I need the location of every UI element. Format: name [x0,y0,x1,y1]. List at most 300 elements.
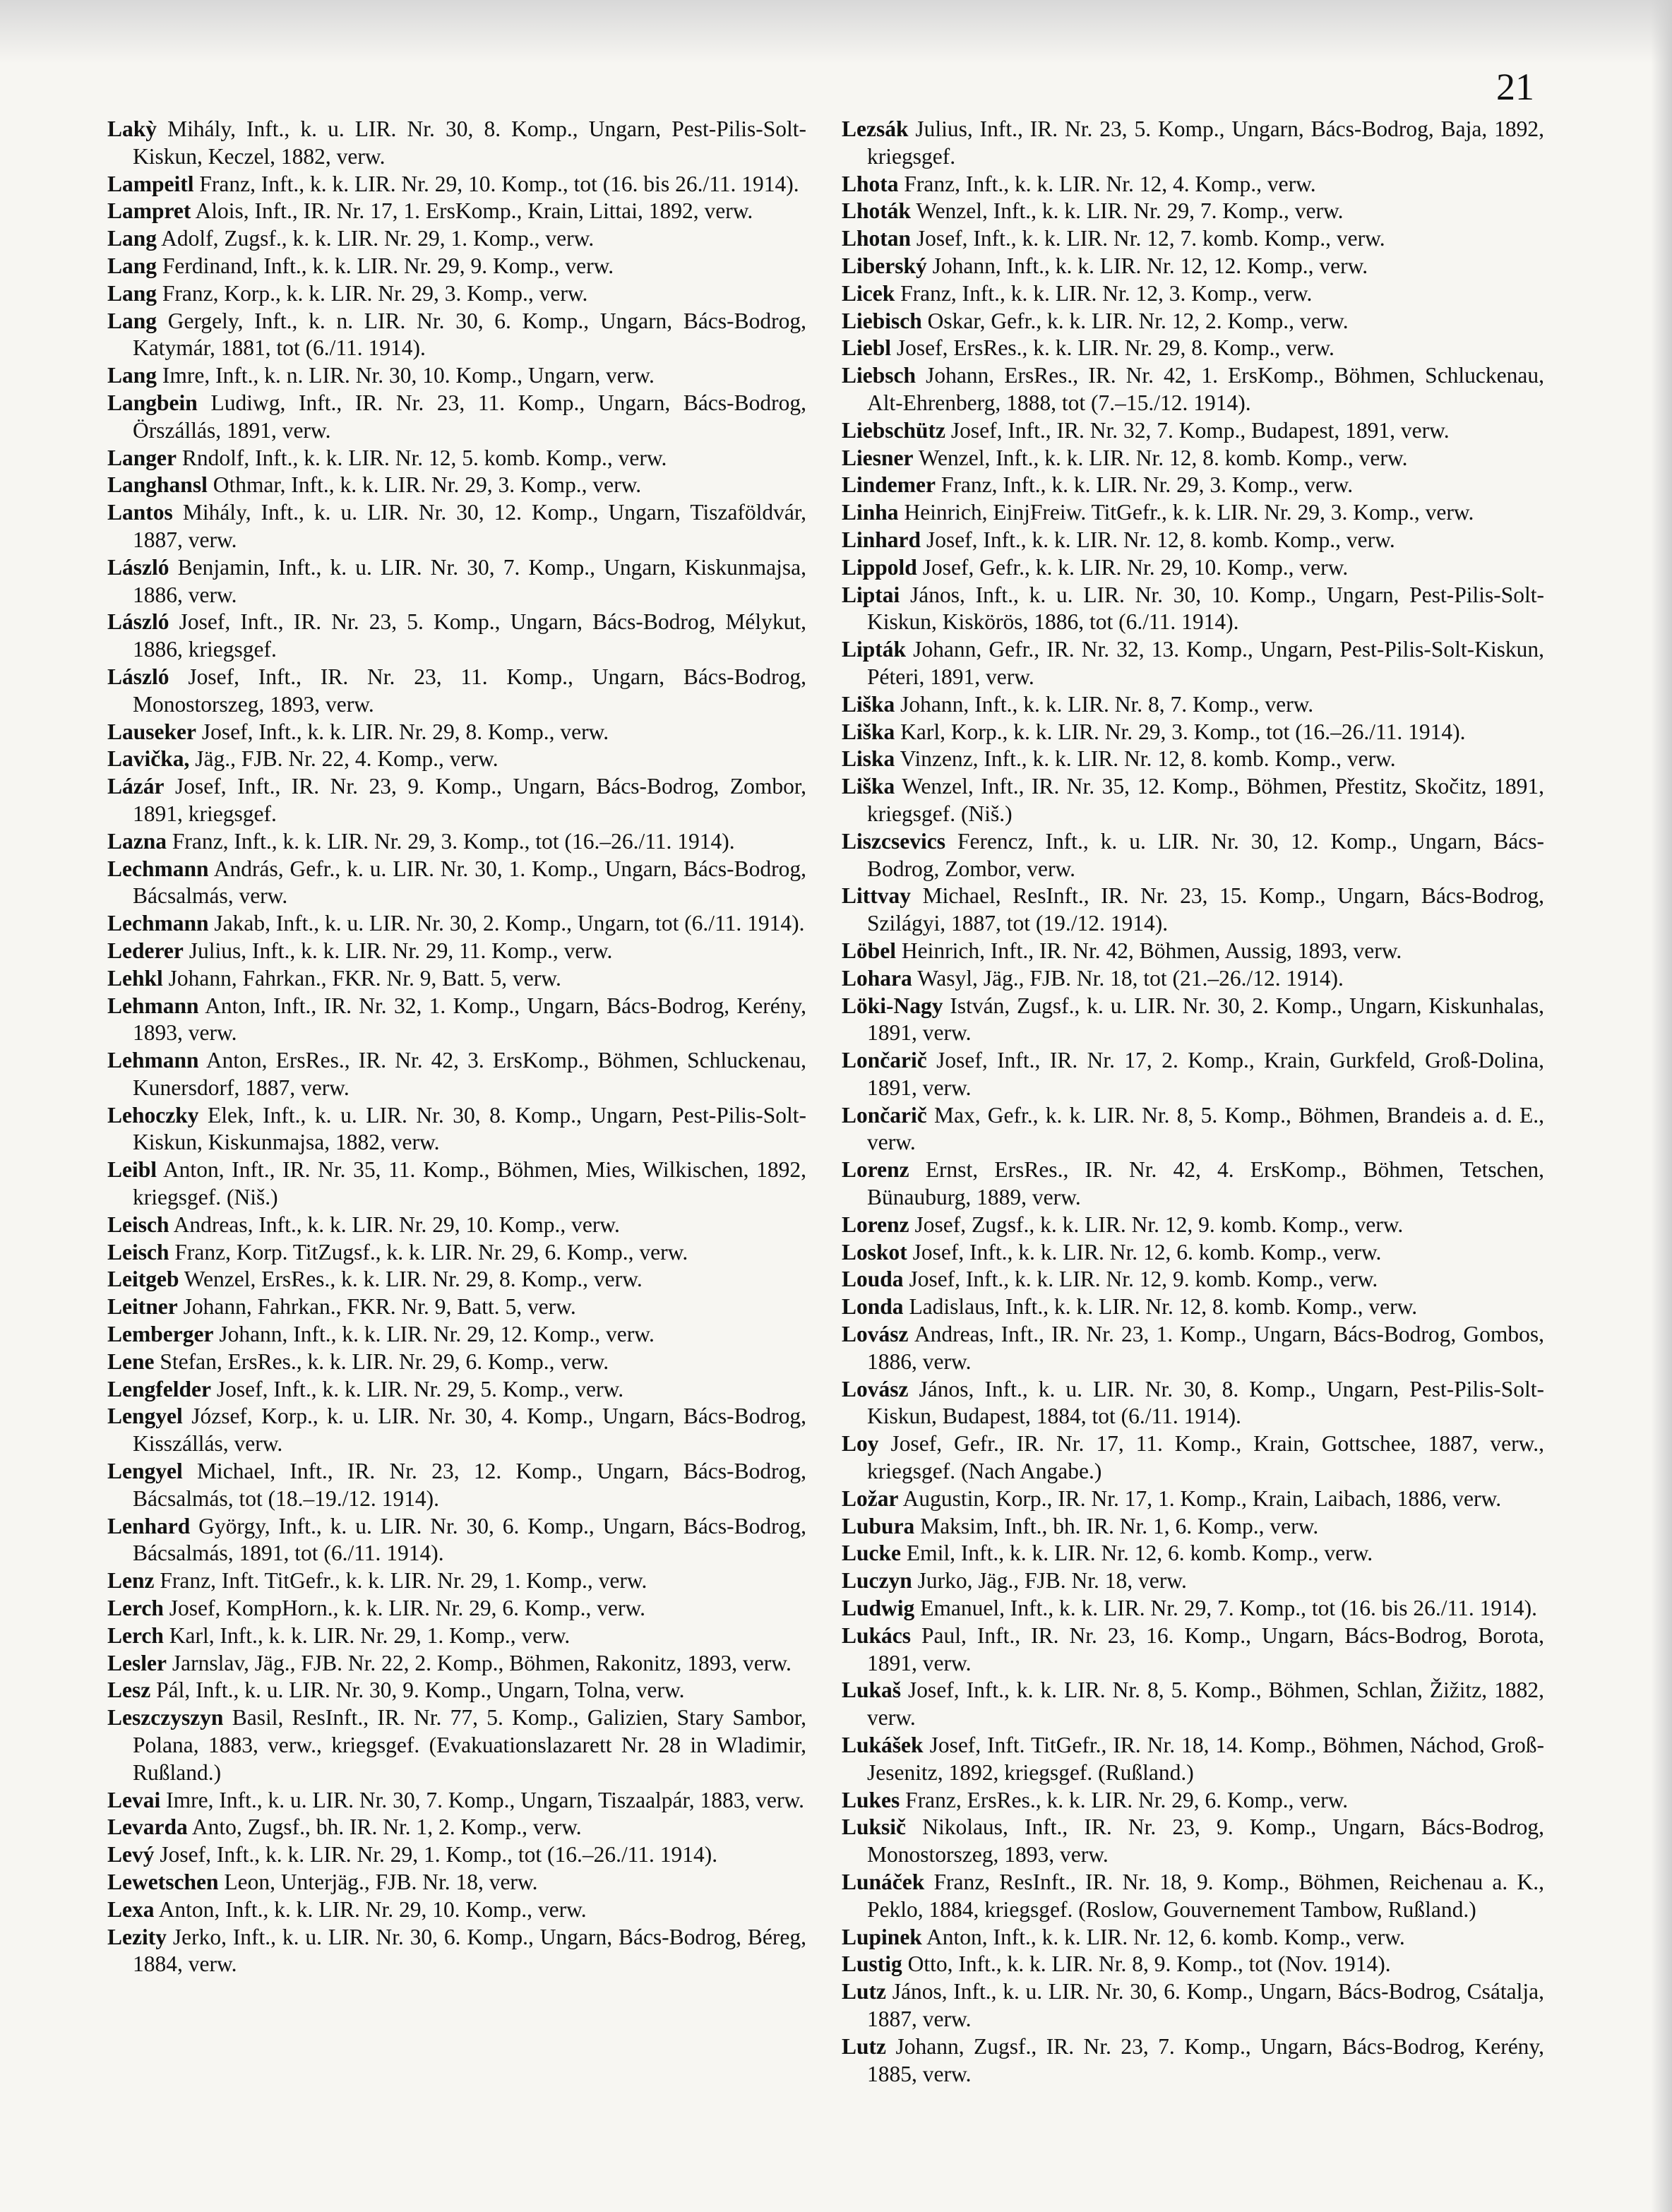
entry-details: Ferencz, Inft., k. u. LIR. Nr. 30, 12. Komp., Ungarn, Bács-Bodrog, Zombor, verw. [867,828,1545,881]
entry-surname: Linhard [842,527,921,552]
entry-details: János, Inft., k. u. LIR. Nr. 30, 6. Komp., Ungarn, Bács-Bodrog, Csátalja, 1887, verw. [867,1979,1544,2031]
entry-surname: László [107,664,169,689]
entry-details: Max, Gefr., k. k. LIR. Nr. 8, 5. Komp., Böhmen, Brandeis a. d. E., verw. [867,1102,1545,1155]
entry-details: Leon, Unterjäg., FJB. Nr. 18, verw. [224,1870,538,1894]
casualty-entry [842,308,1544,335]
entry-details: Anton, Inft., k. k. LIR. Nr. 29, 10. Komp., verw. [158,1896,587,1922]
entry-details: Benjamin, Inft., k. u. LIR. Nr. 30, 7. Komp., Ungarn, Kiskunmajsa, 1886, verw. [133,554,807,607]
casualty-entry [107,1321,806,1349]
entry-details: Wasyl, Jäg., FJB. Nr. 18, tot (21.–26./12. 1914). [917,965,1344,991]
entry-details: Franz, Inft., k. k. LIR. Nr. 29, 3. Komp., verw. [940,472,1354,498]
casualty-entry [842,828,1544,883]
left-column [107,116,806,1978]
entry-details: Josef, Inft., k. k. LIR. Nr. 12, 6. komb. Komp., verw. [912,1239,1382,1265]
entry-details: Anto, Zugsf., bh. IR. Nr. 1, 2. Komp., verw. [191,1815,582,1840]
entry-details: Josef, Inft., IR. Nr. 23, 5. Komp., Ungarn, Bács-Bodrog, Mélykut, 1886, kriegsgef. [133,609,807,662]
casualty-entry [107,1156,806,1212]
entry-surname: Liebisch [842,308,922,333]
casualty-entry [842,773,1544,828]
entry-details: Michael, Inft., IR. Nr. 23, 12. Komp., Ungarn, Bács-Bodrog, Bácsalmás, tot (18.–19./12. 1914). [133,1459,806,1511]
casualty-entry [107,472,806,499]
entry-surname: Liptai [842,582,900,607]
entry-surname: Lubura [842,1513,915,1538]
casualty-entry [842,1430,1544,1485]
entry-surname: Luksič [842,1815,907,1840]
entry-details: Basil, ResInft., IR. Nr. 77, 5. Komp., Galizien, Stary Sambor, Polana, 1883, verw., kriegsgef. (Evakuationslazarett Nr. 28 in Wladimir, Rußland.) [133,1705,807,1785]
casualty-entry [107,1266,806,1293]
entry-surname: Lewetschen [107,1870,219,1894]
entry-details: Nikolaus, Inft., IR. Nr. 23, 9. Komp., Ungarn, Bács-Bodrog, Monostorszeg, 1893, verw. [867,1815,1544,1867]
entry-surname: Lampeitl [107,171,194,196]
entry-details: Anton, Inft., IR. Nr. 35, 11. Komp., Böhmen, Mies, Wilkischen, 1892, kriegsgef. (Niš.) [133,1157,807,1210]
entry-surname: Levarda [107,1815,188,1840]
casualty-entry [842,280,1544,308]
casualty-entry [107,719,806,746]
casualty-entry [107,746,806,773]
entry-details: Jäg., FJB. Nr. 22, 4. Komp., verw. [195,746,498,772]
casualty-entry [842,445,1544,472]
entry-surname: Londa [842,1294,904,1320]
casualty-entry [107,773,806,828]
entry-surname: Lemberger [107,1322,214,1347]
entry-surname: Lazna [107,828,167,854]
entry-surname: Lukács [842,1622,912,1648]
entry-details: Johann, Inft., k. k. LIR. Nr. 29, 12. Komp., verw. [219,1322,655,1347]
casualty-entry [842,472,1544,499]
casualty-entry [107,1376,806,1404]
casualty-entry [107,1595,806,1622]
entry-details: Adolf, Zugsf., k. k. LIR. Nr. 29, 1. Komp., verw. [161,226,595,251]
casualty-entry [107,1513,806,1568]
casualty-entry [842,1047,1544,1102]
casualty-entry [842,1677,1544,1732]
casualty-entry [107,965,806,993]
entry-surname: Louda [842,1267,904,1292]
casualty-entry [107,664,806,719]
entry-surname: Licek [842,280,895,306]
casualty-entry [842,335,1544,362]
entry-details: Julius, Inft., k. k. LIR. Nr. 29, 11. Komp., verw. [189,938,613,963]
entry-details: István, Zugsf., k. u. LIR. Nr. 30, 2. Komp., Ungarn, Kiskunhalas, 1891, verw. [867,993,1545,1046]
entry-surname: Loy [842,1431,879,1457]
casualty-entry [842,554,1544,582]
entry-details: Josef, KompHorn., k. k. LIR. Nr. 29, 6. Komp., verw. [169,1596,646,1621]
entry-details: Mihály, Inft., k. u. LIR. Nr. 30, 12. Komp., Ungarn, Tiszaföldvár, 1887, verw. [133,500,807,552]
entry-details: Vinzenz, Inft., k. k. LIR. Nr. 12, 8. komb. Komp., verw. [900,746,1396,772]
scan-shadow-right [1651,0,1672,2212]
entry-surname: Lunáček [842,1870,925,1894]
entry-details: Josef, Gefr., k. k. LIR. Nr. 29, 10. Komp., verw. [922,554,1349,580]
casualty-entry [107,993,806,1048]
entry-details: Josef, Inft. TitGefr., IR. Nr. 18, 14. Komp., Böhmen, Náchod, Groß-Jesenitz, 1892, kriegsgef. (Rußland.) [867,1733,1544,1785]
entry-surname: Löki-Nagy [842,993,943,1018]
casualty-entry [842,1212,1544,1239]
entry-surname: Leisch [107,1212,169,1237]
entry-surname: Lindemer [842,472,936,498]
casualty-entry [842,362,1544,417]
entry-details: Ludiwg, Inft., IR. Nr. 23, 11. Komp., Ungarn, Bács-Bodrog, Örszállás, 1891, verw. [133,390,807,443]
entry-surname: Lhotan [842,226,912,251]
casualty-entry [842,636,1544,691]
entry-details: Josef, Inft., k. k. LIR. Nr. 29, 8. Komp., verw. [201,719,609,744]
entry-surname: Liška [842,691,895,717]
entry-surname: Lovász [842,1376,909,1401]
casualty-entry [107,390,806,445]
entry-surname: Lutz [842,2033,886,2059]
entry-details: Josef, Inft., k. k. LIR. Nr. 29, 1. Komp., tot (16.–26./11. 1914). [160,1842,718,1867]
entry-details: Johann, Inft., k. k. LIR. Nr. 8, 7. Komp., verw. [900,691,1314,717]
entry-details: Ladislaus, Inft., k. k. LIR. Nr. 12, 8. komb. Komp., verw. [909,1294,1418,1320]
entry-details: Pál, Inft., k. u. LIR. Nr. 30, 9. Komp., Ungarn, Tolna, verw. [156,1678,685,1703]
entry-details: Franz, Inft. TitGefr., k. k. LIR. Nr. 29, 1. Komp., verw. [160,1568,647,1594]
entry-details: Franz, Inft., k. k. LIR. Nr. 12, 4. Komp., verw. [904,171,1316,196]
casualty-entry [842,1951,1544,1978]
entry-surname: Lauseker [107,719,196,744]
entry-details: György, Inft., k. u. LIR. Nr. 30, 6. Komp., Ungarn, Bács-Bodrog, Bácsalmás, 1891, tot (6./11. 1914). [133,1513,806,1566]
entry-surname: Leszczyszyn [107,1705,224,1730]
casualty-entry [107,910,806,938]
casualty-entry [842,883,1544,938]
entry-surname: Liška [842,719,895,744]
entry-surname: Ludwig [842,1596,915,1621]
casualty-entry [842,1567,1544,1595]
entry-details: Othmar, Inft., k. k. LIR. Nr. 29, 3. Komp., verw. [213,472,642,498]
entry-details: János, Inft., k. u. LIR. Nr. 30, 10. Komp., Ungarn, Pest-Pilis-Solt-Kiskun, Kiskörös, 1886, tot (6./11. 1914). [867,582,1544,635]
entry-surname: Lukes [842,1787,900,1812]
entry-details: Imre, Inft., k. n. LIR. Nr. 30, 10. Komp., Ungarn, verw. [162,363,655,388]
entry-surname: Liszcsevics [842,828,945,854]
entry-details: Anton, ErsRes., IR. Nr. 42, 3. ErsKomp., Böhmen, Schluckenau, Kunersdorf, 1887, verw. [133,1048,807,1100]
entry-details: Stefan, ErsRes., k. k. LIR. Nr. 29, 6. Komp., verw. [160,1349,609,1374]
entry-surname: Lezity [107,1924,167,1949]
entry-details: Michael, ResInft., IR. Nr. 23, 15. Komp., Ungarn, Bács-Bodrog, Szilágyi, 1887, tot (19./12. 1914). [867,883,1544,936]
entry-surname: Levai [107,1787,161,1812]
entry-surname: Lukaš [842,1678,902,1703]
entry-surname: Lhoták [842,198,912,224]
entry-surname: Lampret [107,198,191,224]
entry-details: Franz, Korp., k. k. LIR. Nr. 29, 3. Komp., verw. [162,280,588,306]
entry-surname: Lavička, [107,746,190,772]
entry-surname: Lang [107,308,157,333]
entry-details: Mihály, Inft., k. u. LIR. Nr. 30, 8. Komp., Ungarn, Pest-Pilis-Solt-Kiskun, Keczel, 1882, verw. [133,116,806,169]
entry-details: Jurko, Jäg., FJB. Nr. 18, verw. [917,1568,1187,1594]
casualty-entry [842,225,1544,253]
entry-surname: Lucke [842,1541,902,1566]
casualty-entry [842,253,1544,280]
casualty-entry [107,828,806,856]
entry-details: Jakab, Inft., k. u. LIR. Nr. 30, 2. Komp., Ungarn, tot (6./11. 1914). [214,911,805,936]
entry-surname: Lovász [842,1322,909,1347]
entry-surname: Lengyel [107,1459,183,1484]
casualty-entry [107,1622,806,1650]
casualty-entry [107,1677,806,1704]
entry-surname: Lenz [107,1568,155,1594]
entry-surname: Lantos [107,500,173,525]
entry-surname: Lengfelder [107,1376,211,1401]
casualty-entry [107,1650,806,1678]
casualty-entry [842,198,1544,225]
entry-details: Anton, Inft., IR. Nr. 32, 1. Komp., Ungarn, Bács-Bodrog, Kerény, 1893, verw. [133,993,806,1046]
casualty-entry [842,1485,1544,1513]
entry-details: Karl, Inft., k. k. LIR. Nr. 29, 1. Komp., verw. [169,1622,571,1648]
casualty-entry [842,582,1544,637]
entry-surname: Luczyn [842,1568,912,1594]
casualty-entry [842,691,1544,719]
entry-surname: Lipták [842,637,907,662]
entry-details: Franz, Inft., k. k. LIR. Nr. 29, 3. Komp., tot (16.–26./11. 1914). [172,828,735,854]
entry-details: Paul, Inft., IR. Nr. 23, 16. Komp., Ungarn, Bács-Bodrog, Borota, 1891, verw. [867,1622,1545,1675]
casualty-entry [107,1869,806,1896]
casualty-entry [107,1841,806,1869]
entry-surname: Lehkl [107,965,163,991]
entry-details: Wenzel, Inft., k. k. LIR. Nr. 12, 8. komb. Komp., verw. [918,445,1408,470]
entry-surname: Leitgeb [107,1267,179,1292]
entry-surname: Lakỳ [107,116,157,141]
entry-details: Josef, Inft., k. k. LIR. Nr. 12, 8. komb. Komp., verw. [926,527,1395,552]
casualty-entry [107,554,806,609]
entry-surname: Liebschütz [842,417,946,443]
entry-surname: Lukášek [842,1733,924,1758]
entry-details: Josef, Inft., k. k. LIR. Nr. 29, 5. Komp., verw. [216,1376,624,1401]
entry-details: Alois, Inft., IR. Nr. 17, 1. ErsKomp., Krain, Littai, 1892, verw. [195,198,753,224]
casualty-entry [842,938,1544,965]
entry-details: Elek, Inft., k. u. LIR. Nr. 30, 8. Komp., Ungarn, Pest-Pilis-Solt-Kiskun, Kiskunmajsa, 1882, verw. [133,1102,807,1155]
entry-details: Oskar, Gefr., k. k. LIR. Nr. 12, 2. Komp., verw. [927,308,1349,333]
casualty-entry [107,1212,806,1239]
entry-surname: Lohara [842,965,912,991]
entry-surname: Lázár [107,774,165,799]
entry-details: Johann, Zugsf., IR. Nr. 23, 7. Komp., Ungarn, Bács-Bodrog, Kerény, 1885, verw. [867,2033,1545,2086]
casualty-entry [842,1622,1544,1678]
entry-surname: Liska [842,746,895,772]
casualty-entry [842,417,1544,445]
casualty-entry [107,1403,806,1458]
entry-details: Franz, Inft., k. k. LIR. Nr. 29, 10. Komp., tot (16. bis 26./11. 1914). [199,171,799,196]
casualty-entry [107,116,806,171]
entry-surname: Lupinek [842,1924,922,1949]
entry-surname: Liebl [842,335,892,361]
entry-surname: Lehmann [107,1048,199,1073]
casualty-entry [107,1349,806,1376]
casualty-entry [107,253,806,280]
entry-surname: Linha [842,500,899,525]
entry-surname: László [107,554,169,580]
casualty-entry [107,1787,806,1815]
casualty-entry [107,1924,806,1979]
entry-details: Ernst, ErsRes., IR. Nr. 42, 4. ErsKomp., Böhmen, Tetschen, Bünauburg, 1889, verw. [867,1157,1544,1210]
entry-details: Maksim, Inft., bh. IR. Nr. 1, 6. Komp., verw. [920,1513,1319,1538]
casualty-entry [842,1266,1544,1293]
entry-details: Andreas, Inft., IR. Nr. 23, 1. Komp., Ungarn, Bács-Bodrog, Gombos, 1886, verw. [867,1322,1545,1374]
entry-details: Gergely, Inft., k. n. LIR. Nr. 30, 6. Komp., Ungarn, Bács-Bodrog, Katymár, 1881, tot (6./11. 1914). [133,308,806,361]
entry-details: Franz, Inft., k. k. LIR. Nr. 12, 3. Komp., verw. [900,280,1313,306]
entry-surname: Loskot [842,1239,907,1265]
entry-surname: Lehmann [107,993,199,1018]
casualty-entry [107,1047,806,1102]
casualty-entry [842,1732,1544,1787]
entry-details: Johann, Gefr., IR. Nr. 32, 13. Komp., Ungarn, Pest-Pilis-Solt-Kiskun, Péteri, 1891, verw. [867,637,1544,689]
page-number: 21 [1496,66,1534,108]
entry-surname: Lorenz [842,1212,909,1237]
casualty-entry [842,527,1544,554]
entry-details: János, Inft., k. u. LIR. Nr. 30, 8. Komp., Ungarn, Pest-Pilis-Solt-Kiskun, Budapest, 1884, tot (6./11. 1914). [867,1376,1544,1429]
entry-details: Johann, Inft., k. k. LIR. Nr. 12, 12. Komp., verw. [932,253,1368,278]
entry-surname: Lehoczky [107,1102,199,1128]
entry-surname: Liberský [842,253,927,278]
entry-surname: Lhota [842,171,899,196]
casualty-entry [107,308,806,363]
entry-details: Wenzel, ErsRes., k. k. LIR. Nr. 29, 8. Komp., verw. [184,1267,643,1292]
entry-surname: Lončarič [842,1048,927,1073]
entry-details: Wenzel, Inft., k. k. LIR. Nr. 29, 7. Komp., verw. [916,198,1344,224]
entry-details: Augustin, Korp., IR. Nr. 17, 1. Komp., Krain, Laibach, 1886, verw. [902,1485,1502,1511]
entry-surname: Langbein [107,390,198,415]
casualty-entry [107,938,806,965]
casualty-entry [107,225,806,253]
entry-surname: Lutz [842,1979,886,2004]
entry-surname: László [107,609,169,635]
casualty-entry [842,1293,1544,1321]
entry-details: Johann, Fahrkan., FKR. Nr. 9, Batt. 5, verw. [168,965,561,991]
casualty-entry [107,362,806,390]
entry-surname: Leibl [107,1157,157,1183]
entry-surname: Lene [107,1349,155,1374]
right-column [842,116,1544,2088]
entry-surname: Löbel [842,938,897,963]
entry-surname: Liebsch [842,363,916,388]
entry-details: Josef, Inft., k. k. LIR. Nr. 8, 5. Komp., Böhmen, Schlan, Žižitz, 1882, verw. [867,1678,1545,1730]
casualty-entry [842,1924,1544,1951]
casualty-entry [842,746,1544,773]
casualty-entry [842,1787,1544,1815]
casualty-entry [107,198,806,225]
casualty-entry [842,1978,1544,2033]
entry-surname: Lechmann [107,911,209,936]
entry-surname: Langer [107,445,177,470]
entry-surname: Lederer [107,938,184,963]
entry-surname: Leitner [107,1294,178,1320]
entry-surname: Lechmann [107,856,209,881]
entry-surname: Lezsák [842,116,909,141]
casualty-entry [107,856,806,911]
entry-details: Josef, ErsRes., k. k. LIR. Nr. 29, 8. Komp., verw. [896,335,1334,361]
casualty-entry [842,1595,1544,1622]
scan-shadow-top [0,0,1672,64]
entry-details: Josef, Inft., IR. Nr. 32, 7. Komp., Budapest, 1891, verw. [950,417,1450,443]
entry-details: Karl, Korp., k. k. LIR. Nr. 29, 3. Komp., tot (16.–26./11. 1914). [900,719,1466,744]
entry-details: Imre, Inft., k. u. LIR. Nr. 30, 7. Komp., Ungarn, Tiszaalpár, 1883, verw. [166,1787,805,1812]
entry-details: Josef, Inft., IR. Nr. 17, 2. Komp., Krain, Gurkfeld, Groß-Dolina, 1891, verw. [867,1048,1544,1100]
entry-details: Julius, Inft., IR. Nr. 23, 5. Komp., Ungarn, Bács-Bodrog, Baja, 1892, kriegsgef. [867,116,1545,169]
entry-surname: Lenhard [107,1513,191,1538]
entry-details: Johann, ErsRes., IR. Nr. 42, 1. ErsKomp., Böhmen, Schluckenau, Alt-Ehrenberg, 1888, tot (7.–15./12. 1914). [867,363,1544,415]
entry-details: Jarnslav, Jäg., FJB. Nr. 22, 2. Komp., Böhmen, Rakonitz, 1893, verw. [172,1650,792,1675]
entry-details: Franz, ErsRes., k. k. LIR. Nr. 29, 6. Komp., verw. [905,1787,1349,1812]
entry-surname: Lexa [107,1896,155,1922]
entry-surname: Leisch [107,1239,169,1265]
entry-surname: Lustig [842,1951,902,1977]
casualty-entry [107,171,806,198]
entry-surname: Liesner [842,445,914,470]
casualty-entry [842,719,1544,746]
entry-surname: Lang [107,280,157,306]
casualty-entry [107,499,806,554]
casualty-entry [842,1156,1544,1212]
casualty-entry [107,609,806,664]
entry-surname: Lang [107,253,157,278]
casualty-entry [107,1458,806,1513]
casualty-entry [107,1567,806,1595]
casualty-entry [842,1513,1544,1541]
entry-details: Rndolf, Inft., k. k. LIR. Nr. 12, 5. komb. Komp., verw. [181,445,667,470]
casualty-entry [842,116,1544,171]
casualty-entry [842,1814,1544,1869]
casualty-entry [842,2033,1544,2088]
casualty-entry [107,1704,806,1786]
casualty-entry [842,993,1544,1048]
entry-surname: Langhansl [107,472,208,498]
entry-surname: Lorenz [842,1157,909,1183]
entry-details: Johann, Fahrkan., FKR. Nr. 9, Batt. 5, verw. [183,1294,576,1320]
casualty-entry [842,499,1544,527]
entry-details: Josef, Zugsf., k. k. LIR. Nr. 12, 9. komb. Komp., verw. [914,1212,1404,1237]
entry-details: Josef, Inft., IR. Nr. 23, 9. Komp., Ungarn, Bács-Bodrog, Zombor, 1891, kriegsgef. [133,774,807,826]
casualty-entry [842,1321,1544,1376]
entry-surname: Lang [107,363,157,388]
entry-details: Jerko, Inft., k. u. LIR. Nr. 30, 6. Komp., Ungarn, Bács-Bodrog, Béreg, 1884, verw. [133,1924,807,1977]
entry-surname: Lončarič [842,1102,927,1128]
entry-details: Franz, Korp. TitZugsf., k. k. LIR. Nr. 29, 6. Komp., verw. [174,1239,688,1265]
casualty-entry [107,1293,806,1321]
entry-details: József, Korp., k. u. LIR. Nr. 30, 4. Komp., Ungarn, Bács-Bodrog, Kisszállás, verw. [133,1404,806,1457]
entry-details: Andreas, Inft., k. k. LIR. Nr. 29, 10. Komp., verw. [173,1212,620,1237]
entry-details: Josef, Inft., IR. Nr. 23, 11. Komp., Ungarn, Bács-Bodrog, Monostorszeg, 1893, verw. [133,664,807,717]
casualty-entry [107,280,806,308]
entry-details: Ferdinand, Inft., k. k. LIR. Nr. 29, 9. Komp., verw. [162,253,614,278]
entry-details: Otto, Inft., k. k. LIR. Nr. 8, 9. Komp., tot (Nov. 1914). [907,1951,1391,1977]
casualty-entry [842,171,1544,198]
casualty-entry [842,1102,1544,1157]
entry-surname: Lesler [107,1650,167,1675]
entry-surname: Lerch [107,1596,164,1621]
entry-details: Josef, Inft., k. k. LIR. Nr. 12, 7. komb. Komp., verw. [916,226,1385,251]
casualty-entry [842,1376,1544,1431]
casualty-entry [107,1239,806,1267]
casualty-entry [842,1540,1544,1567]
entry-details: Anton, Inft., k. k. LIR. Nr. 12, 6. komb. Komp., verw. [926,1924,1405,1949]
entry-details: Josef, Gefr., IR. Nr. 17, 11. Komp., Krain, Gottschee, 1887, verw., kriegsgef. (Nach Angabe.) [867,1431,1545,1484]
entry-details: Emanuel, Inft., k. k. LIR. Nr. 29, 7. Komp., tot (16. bis 26./11. 1914). [920,1596,1537,1621]
entry-surname: Lerch [107,1622,164,1648]
entry-surname: Ložar [842,1485,899,1511]
entry-surname: Littvay [842,883,911,909]
entry-surname: Levý [107,1842,155,1867]
entry-details: András, Gefr., k. u. LIR. Nr. 30, 1. Komp., Ungarn, Bács-Bodrog, Bácsalmás, verw. [133,856,806,909]
casualty-entry [842,1239,1544,1267]
entry-surname: Liška [842,774,895,799]
casualty-entry [107,445,806,472]
entry-details: Emil, Inft., k. k. LIR. Nr. 12, 6. komb. Komp., verw. [906,1541,1373,1566]
entry-details: Heinrich, Inft., IR. Nr. 42, Böhmen, Aussig, 1893, verw. [901,938,1402,963]
entry-details: Josef, Inft., k. k. LIR. Nr. 12, 9. komb. Komp., verw. [909,1267,1378,1292]
casualty-entry [842,965,1544,993]
entry-surname: Lengyel [107,1404,183,1429]
entry-details: Franz, ResInft., IR. Nr. 18, 9. Komp., Böhmen, Reichenau a. K., Peklo, 1884, kriegsgef. (Roslow, Gouvernement Tambow, Rußland.) [867,1870,1544,1922]
casualty-entry [842,1869,1544,1924]
entry-surname: Lippold [842,554,917,580]
casualty-entry [107,1814,806,1841]
casualty-entry [107,1102,806,1157]
